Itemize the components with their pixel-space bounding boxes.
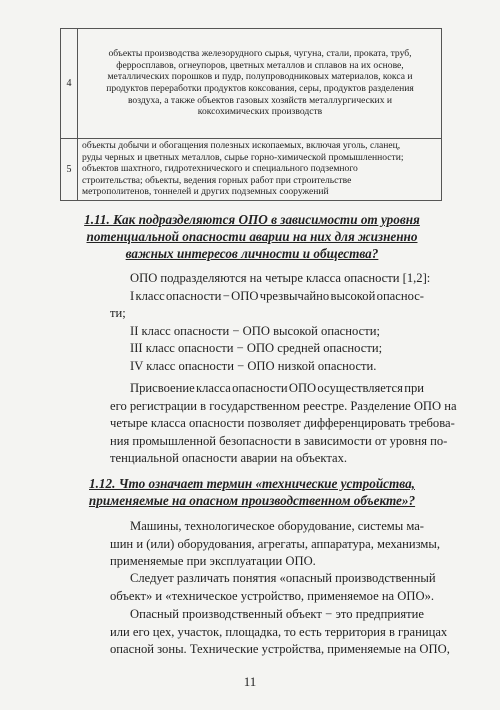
row-line: металлических порошков и пудр, полупроводниковых материалов, кокса и xyxy=(107,71,413,83)
text-line: ти; xyxy=(110,306,126,320)
text-line: шин и (или) оборудования, агрегаты, аппаратура, механизмы, xyxy=(110,536,440,551)
text-line: Следует различать понятия «опасный производственный xyxy=(130,571,436,585)
row-line: коксохимических производств xyxy=(197,106,323,118)
text-line: опасной зоны. Технические устройства, применяемые на ОПО, xyxy=(110,642,450,656)
row-line: объекты производства железорудного сырья, чугуна, стали, проката, труб, xyxy=(108,48,412,60)
row-description xyxy=(78,139,442,201)
row-line: ферросплавов, огнеупоров, цветных металлов и сплавов на их основе, xyxy=(116,59,404,71)
text-line: его регистрации в государственном реестре. Разделение ОПО на xyxy=(110,398,457,413)
heading-line: 1.12. Что означает термин «технические устройства, xyxy=(89,476,415,491)
hazard-classes-paragraph xyxy=(110,270,431,375)
hazardous-object-paragraph xyxy=(110,606,450,659)
heading-line: важных интересов личности и общества? xyxy=(125,246,379,261)
definition-paragraph xyxy=(110,518,440,571)
text-line: ОПО подразделяются на четыре класса опасности [1,2]: xyxy=(130,271,431,285)
text-line: Присвоение класса опасности ОПО осуществляется при xyxy=(130,381,424,395)
row-line: строительства; объекты, ведения горных работ при строительстве xyxy=(82,174,352,186)
row-number: 5 xyxy=(61,139,78,201)
text-line: I класс опасности − ОПО чрезвычайно высокой опаснос- xyxy=(130,288,424,303)
text-line: IV класс опасности − ОПО низкой опасности. xyxy=(130,358,377,373)
text-line: III класс опасности − ОПО средней опасности; xyxy=(130,341,383,355)
row-line: метрополитенов, тоннелей и других подземных сооружений xyxy=(82,186,329,198)
text-line: объект» и «техническое устройство, применяемое на ОПО». xyxy=(110,588,435,603)
table-row xyxy=(61,29,442,139)
row-description xyxy=(78,29,442,139)
heading-line: применяемые на опасном производственном объекте»? xyxy=(88,493,416,508)
heading-line: 1.11. Как подразделяются ОПО в зависимости от уровня xyxy=(84,212,420,227)
text-line: тенциальной опасности аварии на объектах. xyxy=(110,451,348,465)
table-row xyxy=(61,139,442,201)
page-number: 11 xyxy=(243,674,257,689)
text-line: четыре класса опасности позволяет дифференцировать требова- xyxy=(110,416,455,430)
row-line: воздуха, а также объектов газовых хозяйств металлургических и xyxy=(127,94,393,106)
row-line: руды черных и цветных металлов, сырье горно-химической промышленности; xyxy=(82,151,404,163)
row-line: объектов шахтного, гидротехнического и специального подземного xyxy=(82,163,358,175)
text-line: II класс опасности − ОПО высокой опасности; xyxy=(130,323,380,338)
text-line: применяемые при эксплуатации ОПО. xyxy=(110,554,316,568)
hazard-classes-table xyxy=(60,28,442,201)
distinction-paragraph xyxy=(110,570,436,605)
section-heading xyxy=(80,211,424,262)
text-line: Опасный производственный объект − это предприятие xyxy=(130,607,424,621)
text-line: ния промышленной безопасности в зависимости от уровня по- xyxy=(110,433,448,448)
class-assignment-paragraph xyxy=(110,380,457,468)
text-line: Машины, технологическое оборудование, системы ма- xyxy=(130,519,424,533)
heading-line: потенциальной опасности аварии на них для жизненно xyxy=(86,229,418,244)
section-heading xyxy=(80,475,424,509)
row-number: 4 xyxy=(61,29,78,139)
row-line: объекты добычи и обогащения полезных ископаемых, включая уголь, сланец, xyxy=(82,140,401,152)
row-line: продуктов переработки продуктов коксования, серы, продуктов разделения xyxy=(106,83,414,94)
text-line: или его цех, участок, площадка, то есть территория в границах xyxy=(110,624,448,639)
